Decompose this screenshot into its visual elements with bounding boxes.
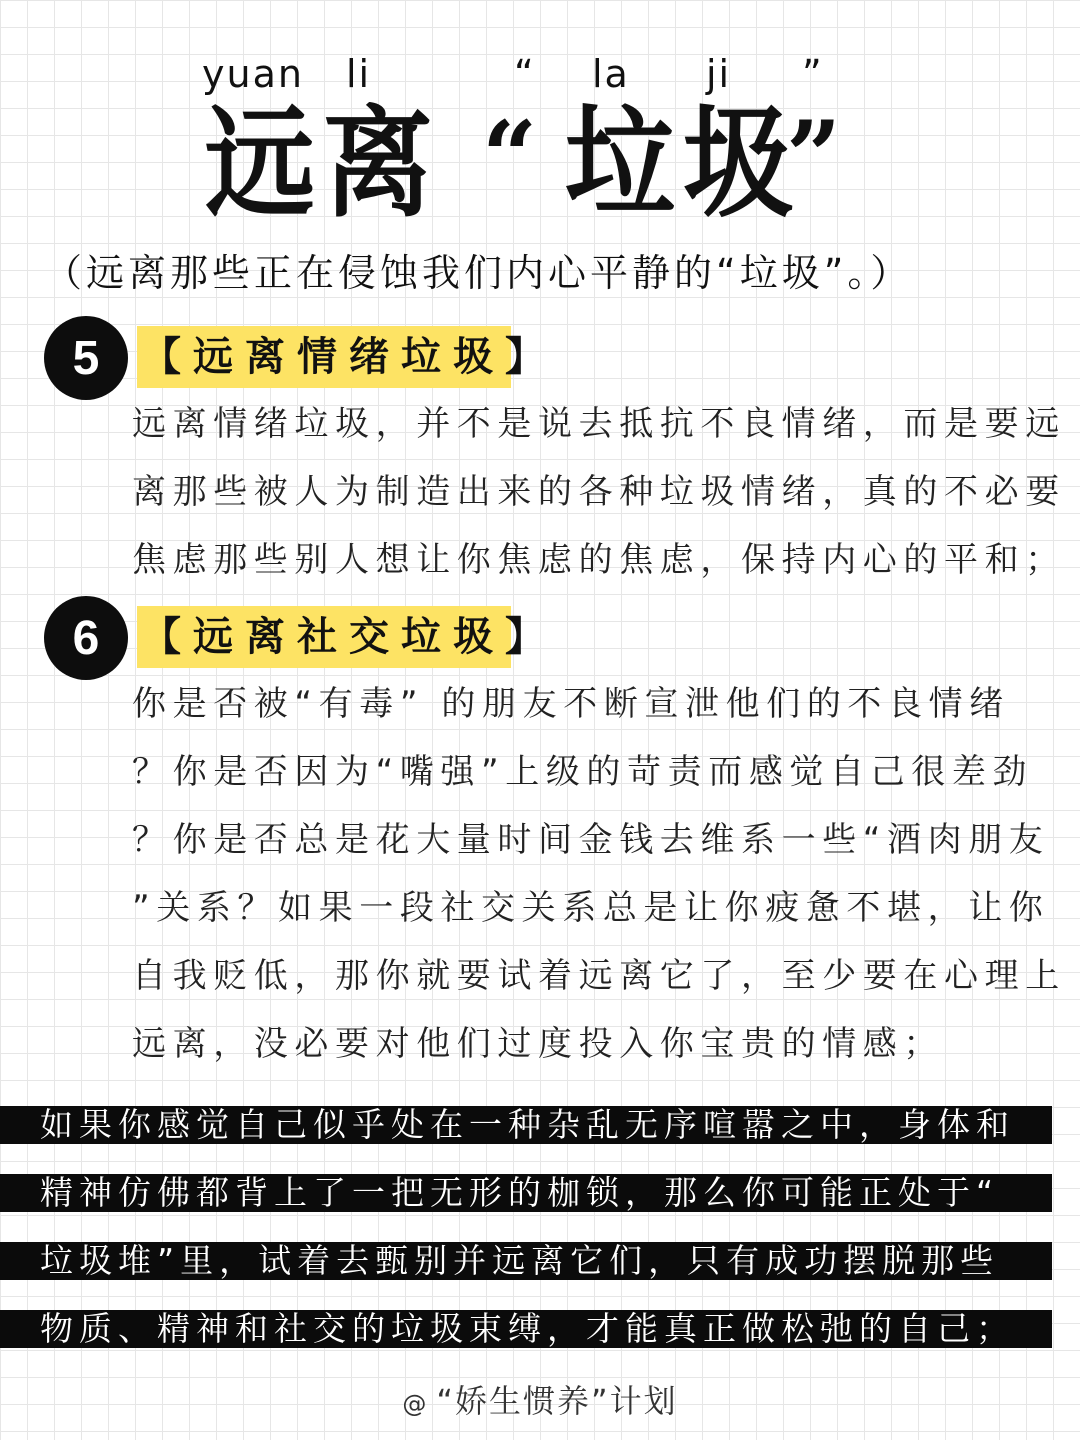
summary-banner [0,1090,1080,1362]
banner-line [0,1158,1080,1226]
footer-text: “娇生惯养”计划 [436,1382,678,1420]
paragraph-line: 你是否被“有毒” 的朋友不断宣泄他们的不良情绪 [132,684,1010,724]
banner-line [0,1294,1080,1362]
banner-line [0,1090,1080,1158]
pinyin-open-quote: “ [514,52,536,96]
section-paragraph [132,390,1066,594]
title-open-quote: “ [482,100,538,213]
banner-line [0,1226,1080,1294]
paragraph-line: 远离情绪垃圾，并不是说去抵抗不良情绪，而是要远 [132,404,1066,444]
footer-signature [0,1376,1080,1422]
paragraph-line: ？你是否总是花大量时间金钱去维系一些“酒肉朋友 [132,820,1050,860]
paragraph-line: 焦虑那些别人想让你焦虑的焦虑，保持内心的平和； [132,540,1066,580]
banner-line-text: 物质、精神和社交的垃圾束缚，才能真正做松弛的自己； [0,1310,1052,1348]
paragraph-line: ？你是否因为“嘴强”上级的苛责而感觉自己很差劲 [132,752,1034,792]
paragraph-line: 自我贬低，那你就要试着远离它了，至少要在心理上 [132,956,1066,996]
section-paragraph [132,670,1066,1078]
paragraph-line: 离那些被人为制造出来的各种垃圾情绪，真的不必要 [132,472,1066,512]
title-char-ji: 圾 [682,95,794,234]
paragraph-line: 远离，没必要对他们过度投入你宝贵的情感； [132,1024,944,1064]
banner-line-text: 垃圾堆”里，试着去甄别并远离它们，只有成功摆脱那些 [0,1242,1052,1280]
pinyin-close-quote: ” [802,52,824,96]
at-symbol: @ [402,1390,429,1418]
pinyin-la: la [592,52,630,96]
pinyin-yuan: yuan [202,52,304,96]
title-close-quote: ” [786,100,842,213]
subtitle: （远离那些正在侵蚀我们内心平静的“垃圾”。） [44,251,913,295]
section-heading: 【远离情绪垃圾】 [137,326,511,388]
section-heading: 【远离社交垃圾】 [137,606,511,668]
banner-line-text: 如果你感觉自己似乎处在一种杂乱无序喧嚣之中，身体和 [0,1106,1052,1144]
paragraph-line: ”关系？如果一段社交关系总是让你疲惫不堪，让你 [132,888,1050,928]
title-char-yuan: 远 [204,95,316,234]
pinyin-li: li [346,52,372,96]
section-number-badge: 6 [44,596,128,680]
banner-line-text: 精神仿佛都背上了一把无形的枷锁，那么你可能正处于“ [0,1174,1052,1212]
pinyin-ji: ji [706,52,732,96]
section-number-badge: 5 [44,316,128,400]
title-char-li: 离 [322,95,434,234]
title-char-la: 垃 [564,95,676,234]
